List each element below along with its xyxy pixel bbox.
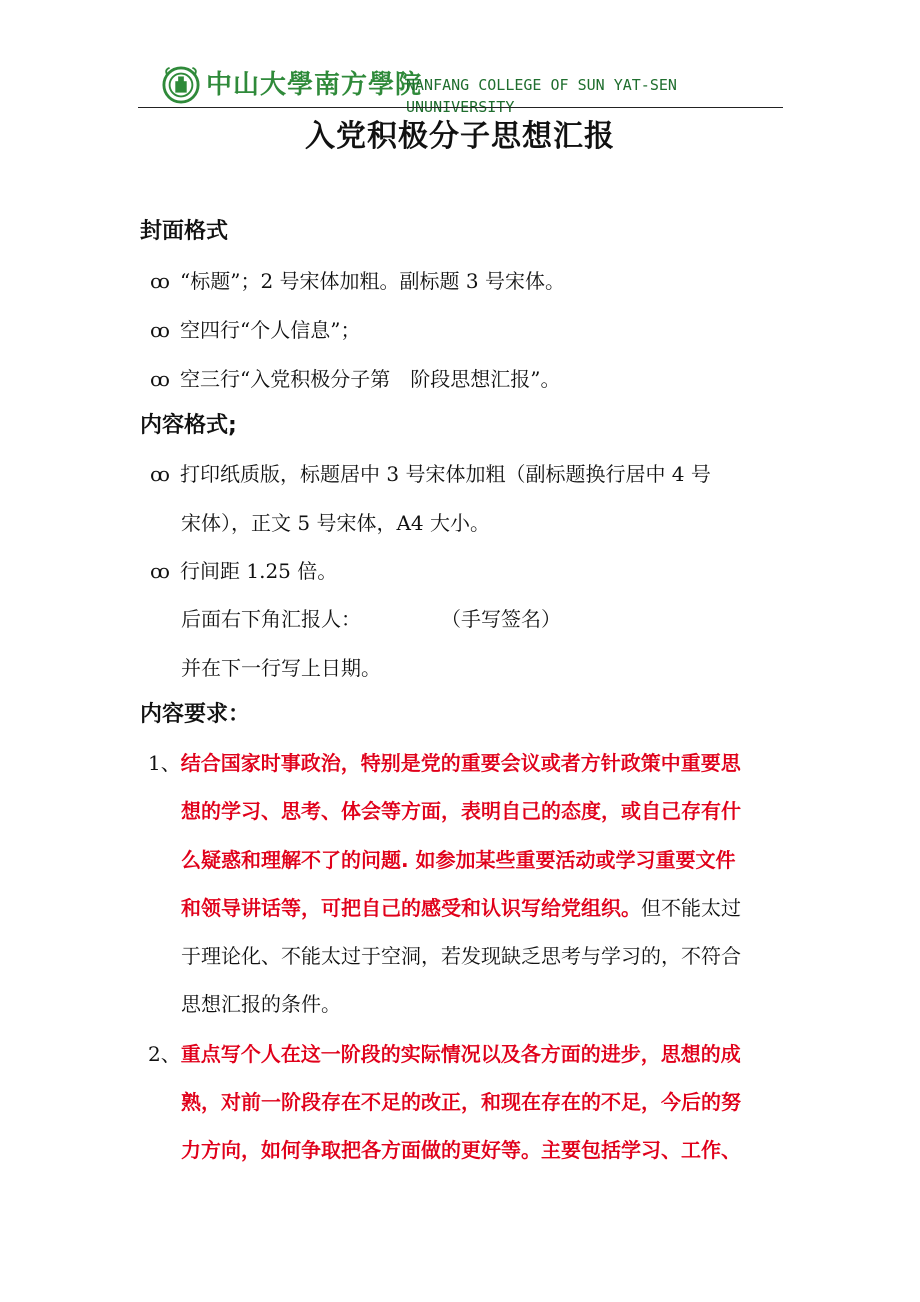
bullet-icon: ꝏ: [150, 367, 170, 391]
signature-note: 后面右下角汇报人： （手写签名）: [181, 607, 561, 631]
bullet-icon: ꝏ: [150, 559, 170, 583]
bullet-icon: ꝏ: [150, 318, 170, 342]
requirement-line: 熟，对前一阶段存在不足的改正，和现在存在的不足，今后的努: [181, 1090, 741, 1114]
date-note: 并在下一行写上日期。: [181, 656, 381, 680]
requirement-line: 思想汇报的条件。: [181, 992, 341, 1016]
list-item: ꝏ 空三行“入党积极分子第 阶段思想汇报”。: [150, 362, 560, 396]
list-item: ꝏ 打印纸质版，标题居中 3 号宋体加粗（副标题换行居中 4 号: [150, 457, 711, 491]
list-item: ꝏ “标题”；2 号宋体加粗。副标题 3 号宋体。: [150, 264, 565, 298]
item-number: 2、: [148, 1042, 181, 1066]
bullet-icon: ꝏ: [150, 462, 170, 486]
requirement-line: 和领导讲话等，可把自己的感受和认识写给党组织。但不能太过: [181, 896, 741, 920]
section-heading-requirements: 内容要求：: [140, 702, 251, 727]
college-name-cn: 中山大學南方學院: [206, 70, 423, 100]
college-name-en: NANFANG COLLEGE OF SUN YAT-SEN UNUNIVERSITY: [406, 76, 677, 116]
bullet-icon: ꝏ: [150, 269, 170, 293]
page-title: 入党积极分子思想汇报: [305, 119, 615, 154]
item-number: 1、: [148, 751, 181, 775]
list-item: ꝏ 行间距 1.25 倍。: [150, 554, 337, 588]
requirement-line: 力方向，如何争取把各方面做的更好等。主要包括学习、工作、: [181, 1138, 741, 1162]
requirement-item-1: 1、结合国家时事政治，特别是党的重要会议或者方针政策中重要思: [148, 751, 741, 775]
requirement-item-2: 2、重点写个人在这一阶段的实际情况以及各方面的进步，思想的成: [148, 1042, 741, 1066]
requirement-line: 么疑惑和理解不了的问题. 如参加某些重要活动或学习重要文件: [181, 848, 736, 872]
requirement-line: 想的学习、思考、体会等方面，表明自己的态度，或自己存有什: [181, 799, 741, 823]
section-heading-content-format: 内容格式;: [140, 413, 237, 438]
requirement-line: 于理论化、不能太过于空洞，若发现缺乏思考与学习的，不符合: [181, 944, 741, 968]
page-header: [138, 62, 783, 116]
header-divider: [138, 107, 783, 108]
section-heading-cover: 封面格式: [140, 219, 229, 244]
college-emblem-icon: [162, 66, 200, 104]
list-item-continuation: 宋体），正文 5 号宋体，A4 大小。: [181, 511, 490, 535]
list-item: ꝏ 空四行“个人信息”；: [150, 313, 360, 347]
